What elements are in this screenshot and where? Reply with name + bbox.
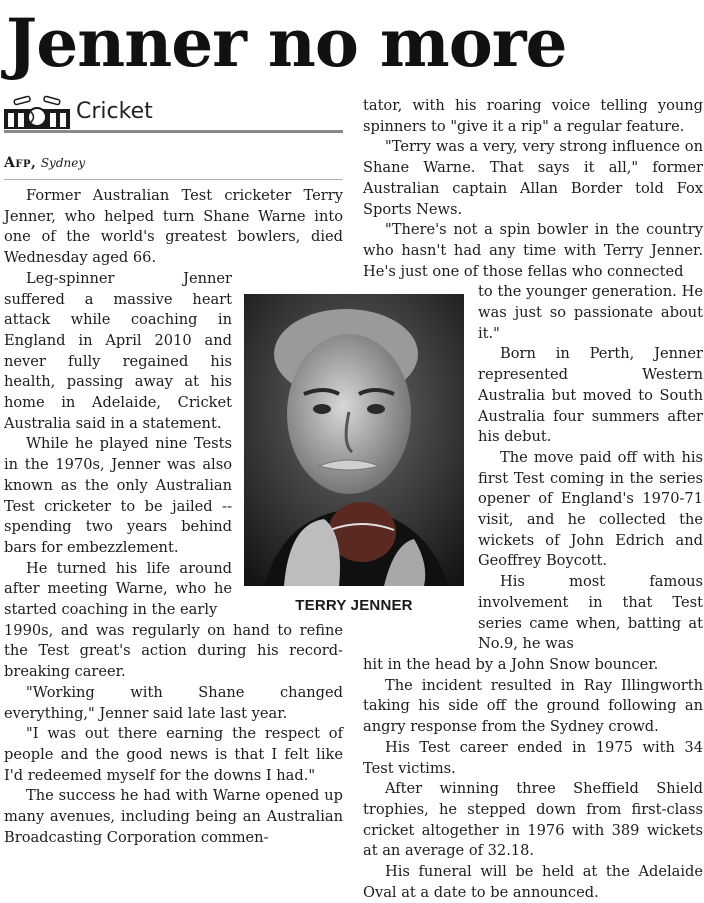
byline	[4, 154, 343, 172]
paragraph: "I was out there earning the respect of people and the good news is that I felt like I'd redeemed myself for the downs I had."	[4, 725, 343, 784]
article-column-2	[363, 96, 703, 903]
paragraph: to the younger generation. He was just so passionate about it."	[478, 283, 703, 342]
paragraph: The success he had with Warne opened up many avenues, including being an Australian Broadcasting Corporation commen-	[4, 787, 343, 846]
paragraph: The move paid off with his first Test coming in the series opener of England's 1970-71 visit, and he collected the wickets of John Edrich and Geoffrey Boycott.	[478, 448, 703, 570]
cricket-section-icon	[4, 95, 72, 131]
paragraph: "Working with Shane changed everything," Jenner said late last year.	[4, 683, 343, 722]
paragraph: tator, with his roaring voice telling young spinners to "give it a rip" a regular feature.	[363, 97, 703, 135]
photo-caption: TERRY JENNER	[295, 597, 413, 614]
paragraph: Former Australian Test cricketer Terry Jenner, who helped turn Shane Warne into one of the world's greatest bowlers, died Wednesday aged 66.	[4, 187, 343, 267]
headline: Jenner no more	[6, 4, 567, 82]
section-label: Cricket	[76, 99, 153, 124]
paragraph: "There's not a spin bowler in the country who hasn't had any time with Terry Jenner. He's just one of those fellas who connected	[363, 221, 703, 280]
paragraph: His funeral will be held at the Adelaide Oval at a date to be announced.	[363, 863, 703, 901]
paragraph: Born in Perth, Jenner represented Western Australia but moved to South Australia four summers after his debut.	[478, 345, 703, 446]
paragraph: He turned his life around after meeting Warne, who he started coaching in the early	[4, 559, 232, 619]
byline-city: Sydney	[40, 156, 86, 170]
paragraph: His Test career ended in 1975 with 34 Test victims.	[363, 738, 703, 777]
paragraph: The incident resulted in Ray Illingworth taking his side off the ground following an angry response from the Sydney crowd.	[363, 676, 703, 736]
paragraph: 1990s, and was regularly on hand to refine the Test great's action during his record-breaking career.	[4, 621, 343, 681]
paragraph: While he played nine Tests in the 1970s, Jenner was also known as the only Australian Test cricketer to be jailed -- spending two years behind bars for embezzlement.	[4, 435, 232, 556]
paragraph: His most famous involvement in that Test series came when, batting at No.9, he was	[478, 573, 703, 653]
paragraph: After winning three Sheffield Shield trophies, he stepped down from first-class cricket altogether in 1976 with 389 wickets at an average of 32.18.	[363, 780, 703, 860]
paragraph: Leg-spinner Jenner suffered a massive heart attack while coaching in England in April 2010 and never fully regained his health, passing away at his home in Adelaide, Cricket Australia said in a statement.	[4, 269, 232, 432]
section-rule	[4, 130, 343, 133]
byline-divider	[4, 179, 343, 180]
byline-agency: Afp,	[4, 155, 37, 171]
paragraph: hit in the head by a John Snow bouncer.	[363, 655, 659, 673]
section-header	[4, 93, 343, 133]
paragraph: "Terry was a very, very strong influence on Shane Warne. That says it all," former Australian captain Allan Border told Fox Sports News.	[363, 138, 703, 218]
